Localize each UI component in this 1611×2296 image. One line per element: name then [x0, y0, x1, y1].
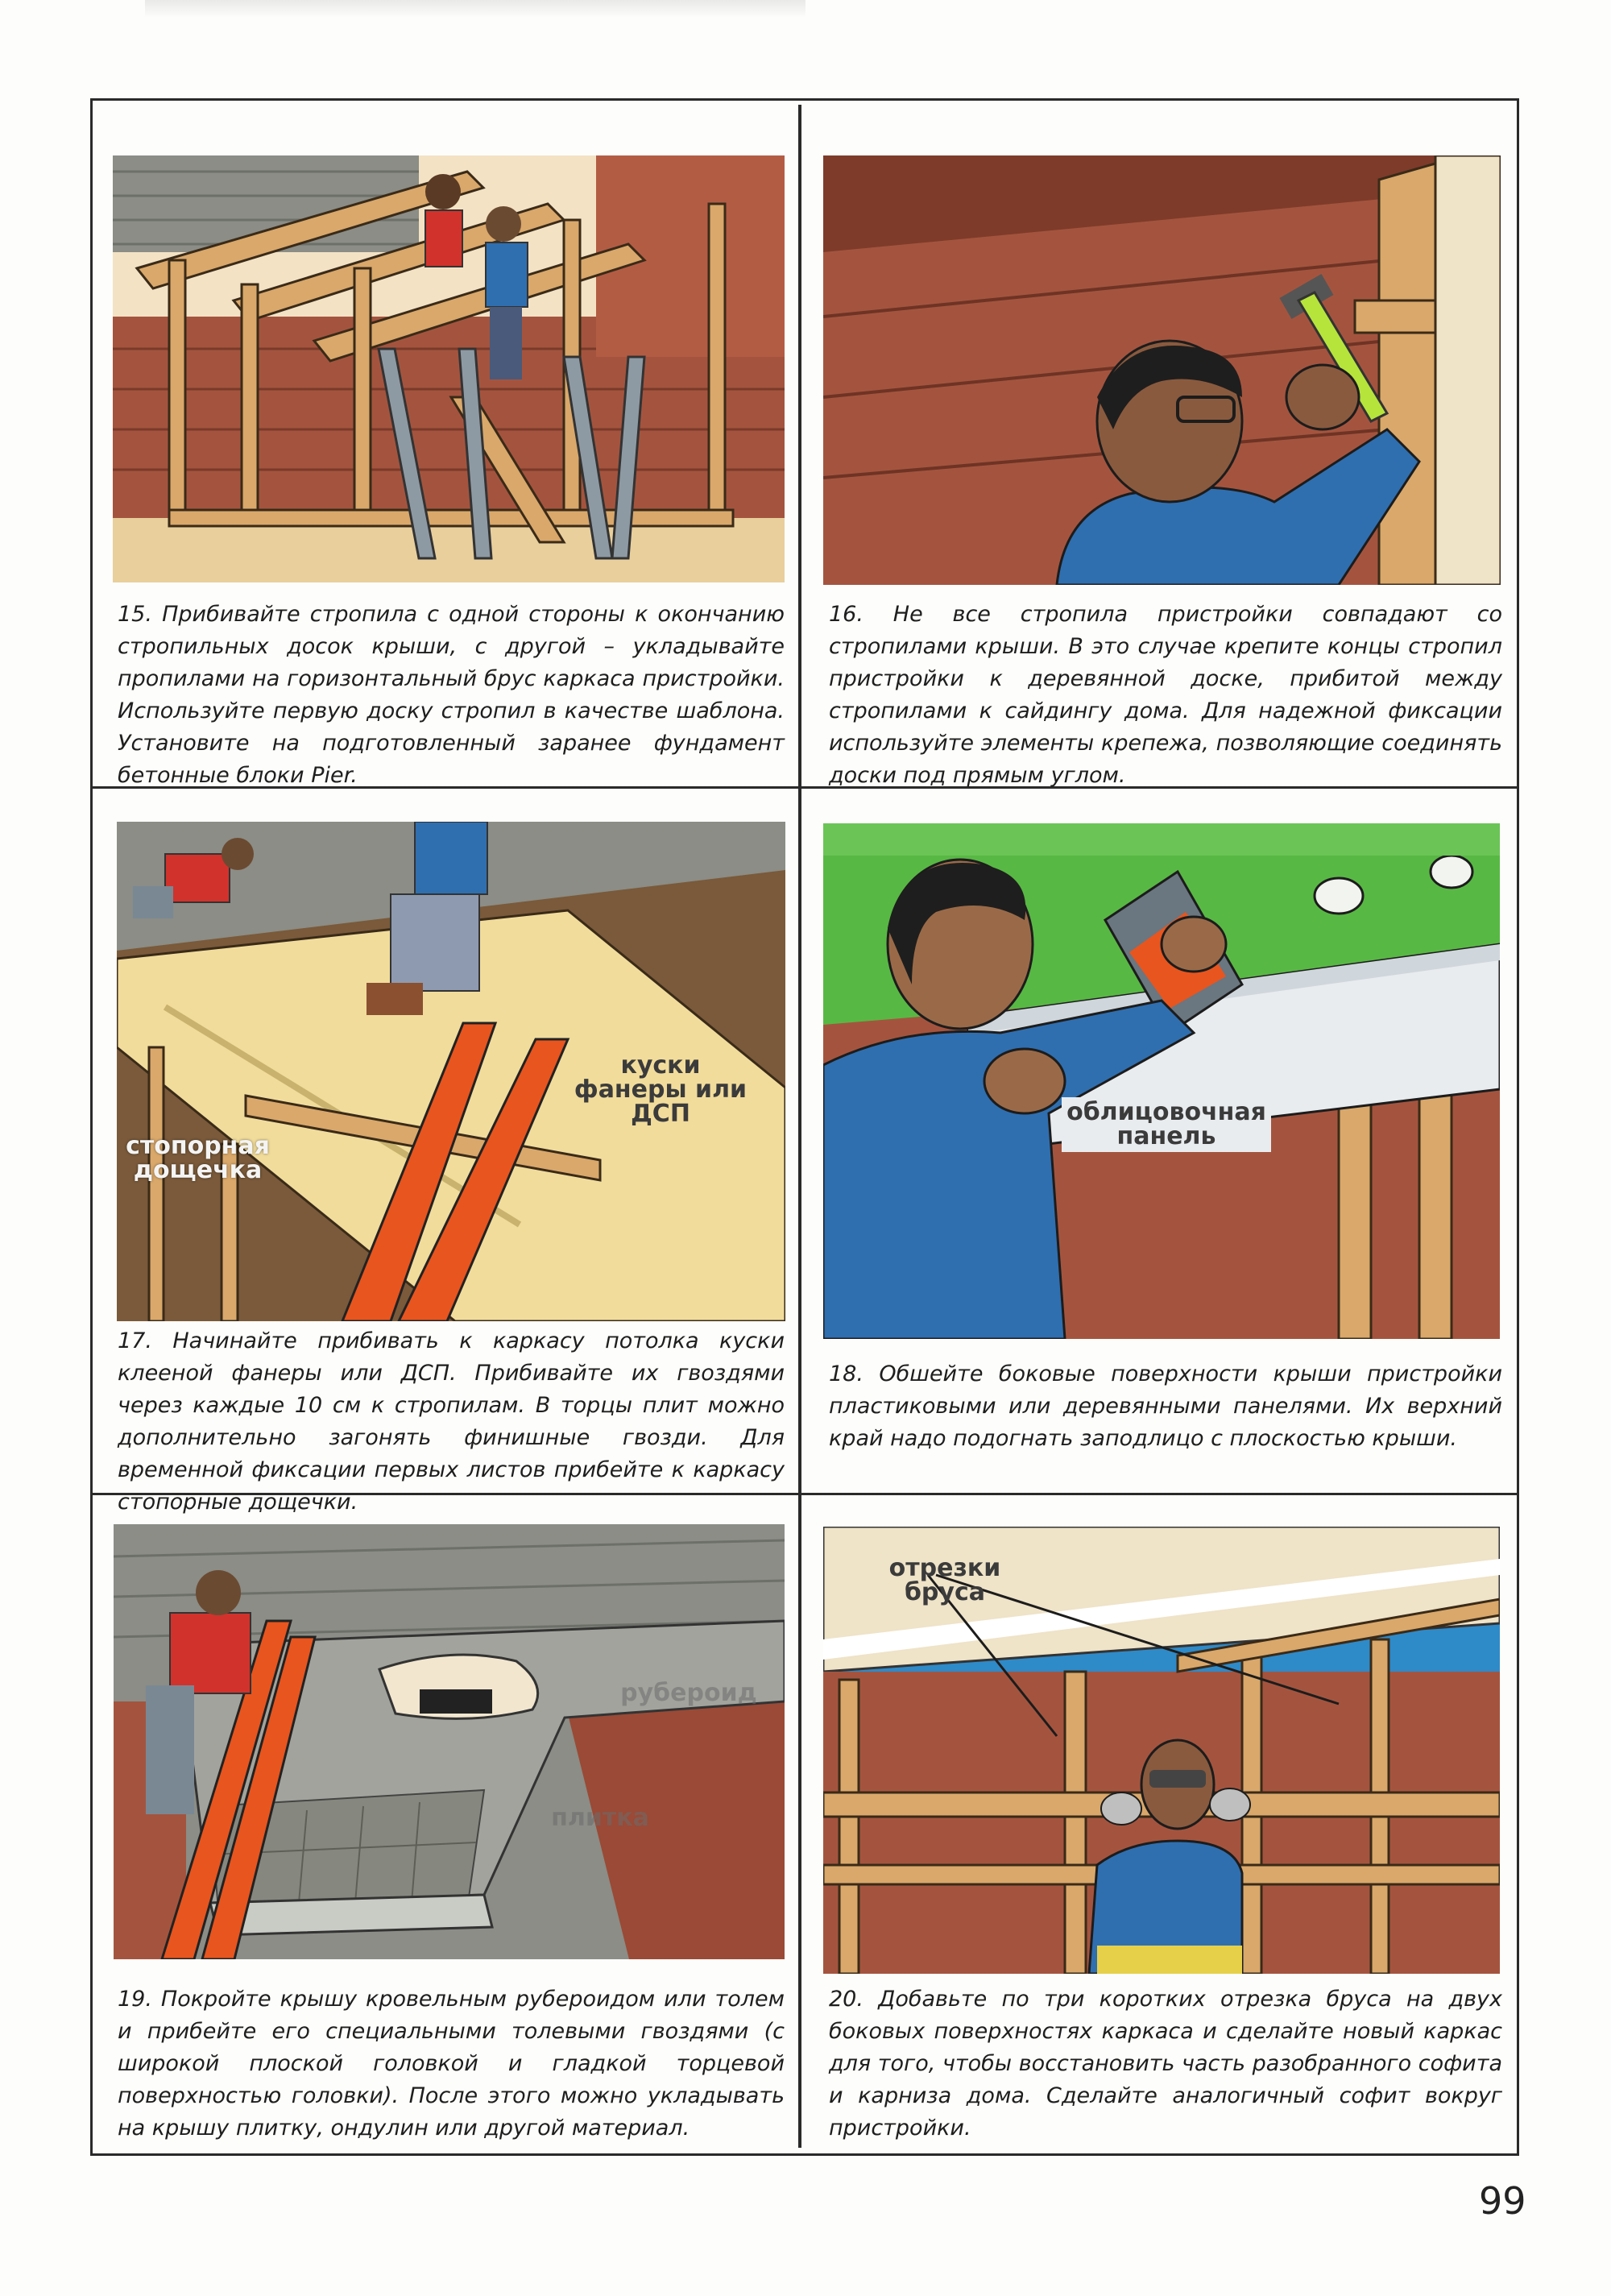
step-15-caption: 15. Прибивайте стропила с одной стороны к окончанию стропильных досок крыши, с другой – укладывайте пропилами на горизонтальный брус каркаса пристройки. Используйте первую доску стропил в качестве шаблона. Установите на подготовленный заранее фундамент бетонные блоки Pier. — [118, 602, 785, 788]
fascia-panel-illustration-icon — [823, 823, 1500, 1339]
roofing-felt-illustration-icon — [114, 1524, 785, 1959]
scan-shadow-strip — [145, 0, 806, 18]
page-number: 99 — [1479, 2179, 1526, 2223]
hammering-board-illustration-icon — [823, 155, 1501, 585]
shingle-callout: плитка — [551, 1804, 649, 1832]
step-16-caption: 16. Не все стропила пристройки совпадают со стропилами крыши. В это случае крепите концы стропил пристройки к деревянной доске, прибитой между стропилами к сайдингу дома. Для надежной фиксации используйте элементы крепежа, позволяющие соединять доски под прямым углом. — [829, 602, 1502, 788]
step-19-caption: 19. Покройте крышу кровельным рубероидом или толем и прибейте его специальными толевыми гвоздями (с широкой плоской головкой и гладкой торцевой поверхностью головки). После этого можно укладывать на крышу плитку, ондулин или другой материал. — [118, 1987, 785, 2141]
step-20-caption: 20. Добавьте по три коротких отрезка бруса на двух боковых поверхностях каркаса и сделайте новый каркас для того, чтобы восстановить часть разобранного софита и карниза дома. Сделайте аналогичный софит вокруг пристройки. — [829, 1987, 1502, 2141]
plywood-callout: куски фанеры или ДСП — [574, 1051, 748, 1128]
grid-vertical-divider — [798, 105, 801, 2148]
timber-pieces-callout: отрезки бруса — [888, 1554, 1001, 1606]
step-18-caption: 18. Обшейте боковые поверхности крыши пристройки пластиковыми или деревянными панелями. Их верхний край надо подогнать заподлицо с плоскостью крыши. — [829, 1361, 1502, 1451]
rafter-framing-illustration-icon — [113, 155, 785, 582]
roofing-felt-callout: рубероид — [620, 1679, 757, 1707]
stop-board-callout: стопорная дощечка — [126, 1132, 270, 1184]
step-17-caption: 17. Начинайте прибивать к каркасу потолка куски клееной фанеры или ДСП. Прибивайте их гвоздями через каждые 10 см к стропилам. В торцы плит можно дополнительно загонять финишные гвозди. Для временной фиксации первых листов прибейте к каркасу стопорные дощечки. — [118, 1328, 785, 1515]
fascia-panel-callout: облицовочная панель — [1062, 1097, 1271, 1152]
